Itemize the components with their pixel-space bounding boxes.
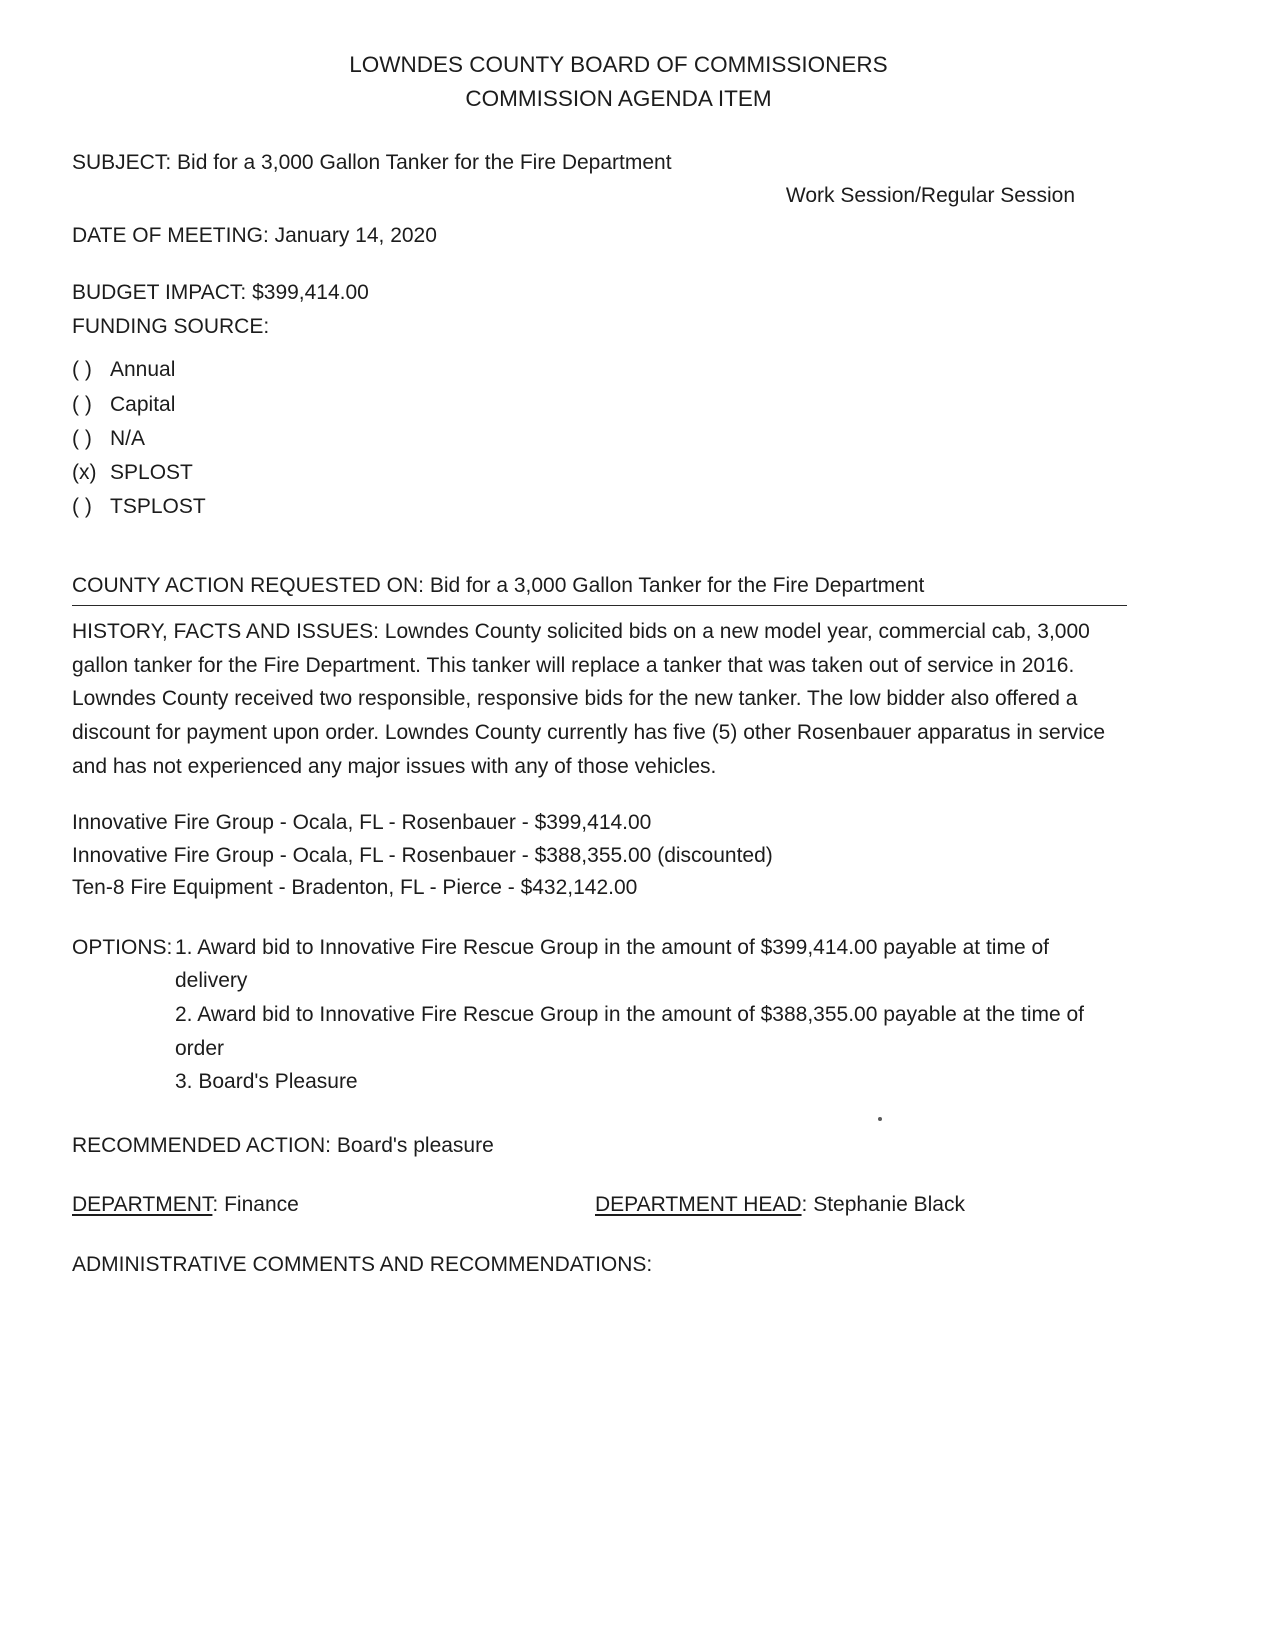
funding-option-na — [72, 422, 1127, 456]
department-head-label: DEPARTMENT HEAD — [595, 1193, 802, 1217]
checkbox-splost-checked: (x) — [72, 461, 97, 485]
options-label: OPTIONS: — [72, 935, 173, 959]
funding-option-splost — [72, 456, 1127, 490]
option-3: 3. Board's Pleasure — [175, 1070, 358, 1094]
funding-option-annual — [72, 353, 1127, 387]
bid-line-1: Innovative Fire Group - Ocala, FL - Rosenbauer - $399,414.00 — [72, 811, 652, 835]
county-action-requested-line: COUNTY ACTION REQUESTED ON: Bid for a 3,000 Gallon Tanker for the Fire Department — [72, 569, 1127, 607]
funding-source-list — [72, 353, 1127, 524]
funding-source-label: FUNDING SOURCE: — [72, 314, 270, 338]
budget-impact: BUDGET IMPACT: $399,414.00 — [72, 281, 369, 305]
checkbox-na: ( ) — [72, 426, 92, 450]
recommended-action-line: RECOMMENDED ACTION: Board's pleasure — [72, 1133, 494, 1157]
funding-option-label-annual: Annual — [110, 358, 176, 382]
funding-option-tsplost — [72, 490, 1127, 524]
department-head-field — [595, 1193, 965, 1216]
title-line-1: LOWNDES COUNTY BOARD OF COMMISSIONERS — [349, 52, 888, 77]
option-2: 2. Award bid to Innovative Fire Rescue Group in the amount of $388,355.00 payable at the time of order — [175, 1002, 1085, 1060]
subject-line: SUBJECT: Bid for a 3,000 Gallon Tanker for the Fire Department — [72, 150, 672, 174]
funding-option-capital — [72, 388, 1127, 422]
options-list — [175, 931, 1125, 1099]
bid-line-3: Ten-8 Fire Equipment - Bradenton, FL - Pierce - $432,142.00 — [72, 876, 638, 900]
department-label: DEPARTMENT — [72, 1193, 213, 1217]
administrative-comments-line: ADMINISTRATIVE COMMENTS AND RECOMMENDATIONS: — [72, 1252, 653, 1276]
funding-option-label-capital: Capital — [110, 392, 176, 416]
bid-line-2: Innovative Fire Group - Ocala, FL - Rosenbauer - $388,355.00 (discounted) — [72, 843, 773, 867]
checkbox-annual: ( ) — [72, 358, 92, 382]
funding-option-label-na: N/A — [110, 426, 146, 450]
title-line-2: COMMISSION AGENDA ITEM — [465, 85, 772, 111]
checkbox-tsplost: ( ) — [72, 495, 92, 519]
bid-list — [72, 807, 1127, 905]
date-of-meeting: DATE OF MEETING: January 14, 2020 — [72, 223, 437, 247]
options-section — [72, 931, 1127, 1099]
department-head-value: : Stephanie Black — [801, 1193, 965, 1217]
checkbox-capital: ( ) — [72, 392, 92, 416]
department-field — [72, 1188, 595, 1222]
history-facts-issues-paragraph: HISTORY, FACTS AND ISSUES: Lowndes County solicited bids on a new model year, commercial cab, 3,000 gallon tanker for the Fire Department. This tanker will replace a tanker that was taken out of service in 2016. Lowndes County received two responsible, responsive bids for the new tanker. The low bidder also offered a discount for payment upon order. Lowndes County currently has five (5) other Rosenbauer apparatus in service and has not experienced any major issues with any of those vehicles. — [72, 620, 1106, 778]
funding-option-label-splost: SPLOST — [110, 461, 193, 485]
option-1: 1. Award bid to Innovative Fire Rescue Group in the amount of $399,414.00 payable at time of delivery — [175, 935, 1049, 993]
department-row — [72, 1188, 1127, 1222]
department-value: : Finance — [212, 1193, 299, 1217]
scan-artifact-dot — [878, 1117, 882, 1121]
session-type: Work Session/Regular Session — [785, 184, 1075, 208]
document-title — [110, 48, 1127, 116]
funding-option-label-tsplost: TSPLOST — [110, 495, 206, 519]
